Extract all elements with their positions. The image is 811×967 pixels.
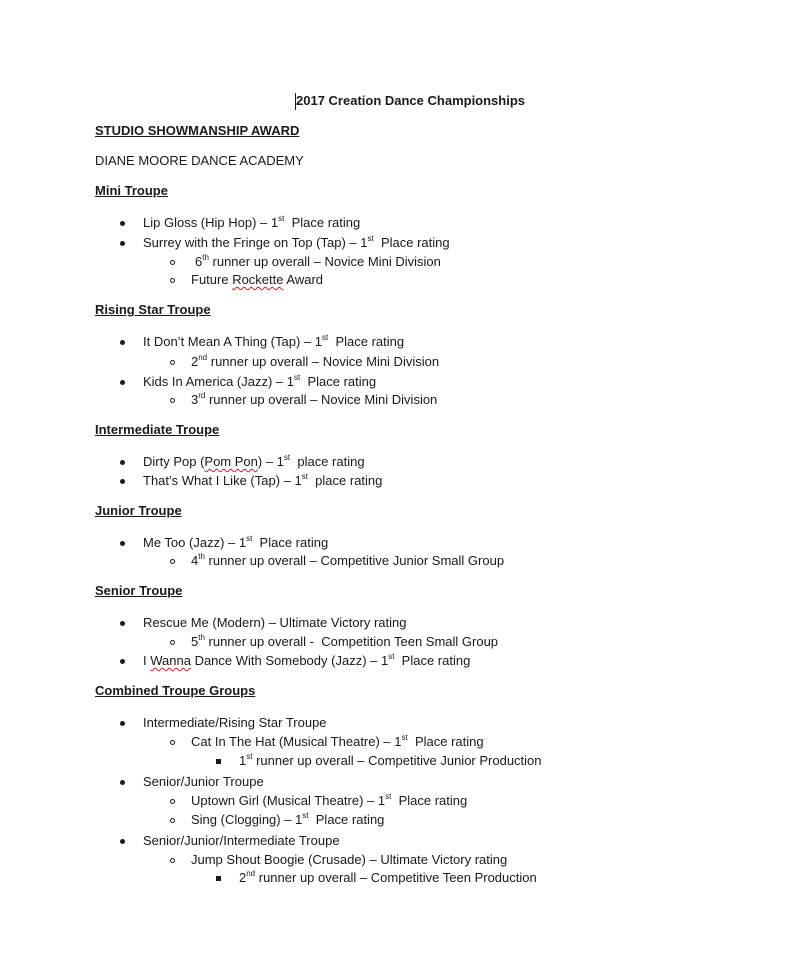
circle-bullet-icon — [170, 278, 175, 283]
section-heading: Combined Troupe Groups — [95, 683, 256, 698]
list-item: 3rd runner up overall – Novice Mini Division — [191, 390, 438, 407]
bullet-icon — [120, 721, 125, 726]
circle-bullet-icon — [170, 818, 175, 823]
circle-bullet-icon — [170, 799, 175, 804]
list-item: Senior/Junior/Intermediate Troupe — [143, 833, 340, 848]
document-title: 2017 Creation Dance Championships — [296, 93, 526, 108]
list-item: Uptown Girl (Musical Theatre) – 1st Place rating — [191, 791, 468, 808]
list-item: Sing (Clogging) – 1st Place rating — [191, 810, 385, 827]
bullet-icon — [120, 460, 125, 465]
award-heading: STUDIO SHOWMANSHIP AWARD — [95, 123, 300, 138]
list-item: 5th runner up overall - Competition Teen Small Group — [191, 632, 499, 649]
list-item: Cat In The Hat (Musical Theatre) – 1st Place rating — [191, 732, 484, 749]
list-item: Senior/Junior Troupe — [143, 774, 264, 789]
section-heading: Senior Troupe — [95, 583, 183, 598]
list-item: 6th runner up overall – Novice Mini Division — [195, 252, 441, 269]
list-item: Lip Gloss (Hip Hop) – 1st Place rating — [143, 213, 361, 230]
list-item: 2nd runner up overall – Novice Mini Division — [191, 352, 440, 369]
circle-bullet-icon — [170, 740, 175, 745]
section-heading: Intermediate Troupe — [95, 422, 220, 437]
circle-bullet-icon — [170, 559, 175, 564]
bullet-icon — [120, 541, 125, 546]
bullet-icon — [120, 241, 125, 246]
circle-bullet-icon — [170, 260, 175, 265]
bullet-icon — [120, 780, 125, 785]
circle-bullet-icon — [170, 858, 175, 863]
bullet-icon — [120, 839, 125, 844]
list-item: It Don’t Mean A Thing (Tap) – 1st Place rating — [143, 332, 405, 349]
list-item: 4th runner up overall – Competitive Junior Small Group — [191, 551, 505, 568]
section-heading: Rising Star Troupe — [95, 302, 211, 317]
list-item: I Wanna Dance With Somebody (Jazz) – 1st Place rating — [143, 651, 471, 668]
list-item: Dirty Pop (Pom Pon) – 1st place rating — [143, 452, 365, 469]
list-item: Surrey with the Fringe on Top (Tap) – 1st Place rating — [143, 233, 450, 250]
bullet-icon — [120, 659, 125, 664]
section-heading: Junior Troupe — [95, 503, 182, 518]
list-item: That’s What I Like (Tap) – 1st place rating — [143, 471, 383, 488]
list-item: Jump Shout Boogie (Crusade) – Ultimate Victory rating — [191, 852, 508, 867]
bullet-icon — [120, 340, 125, 345]
list-item: Rescue Me (Modern) – Ultimate Victory rating — [143, 615, 407, 630]
list-item: Future Rockette Award — [191, 272, 324, 287]
list-item: 1st runner up overall – Competitive Junior Production — [239, 751, 542, 768]
bullet-icon — [120, 621, 125, 626]
bullet-icon — [120, 479, 125, 484]
list-item: Kids In America (Jazz) – 1st Place rating — [143, 372, 377, 389]
list-item: Me Too (Jazz) – 1st Place rating — [143, 533, 329, 550]
studio-name: DIANE MOORE DANCE ACADEMY — [95, 153, 304, 168]
circle-bullet-icon — [170, 398, 175, 403]
section-heading: Mini Troupe — [95, 183, 168, 198]
square-bullet-icon — [216, 759, 221, 764]
circle-bullet-icon — [170, 640, 175, 645]
bullet-icon — [120, 221, 125, 226]
list-item: Intermediate/Rising Star Troupe — [143, 715, 327, 730]
square-bullet-icon — [216, 876, 221, 881]
list-item: 2nd runner up overall – Competitive Teen Production — [239, 868, 537, 885]
bullet-icon — [120, 380, 125, 385]
circle-bullet-icon — [170, 360, 175, 365]
